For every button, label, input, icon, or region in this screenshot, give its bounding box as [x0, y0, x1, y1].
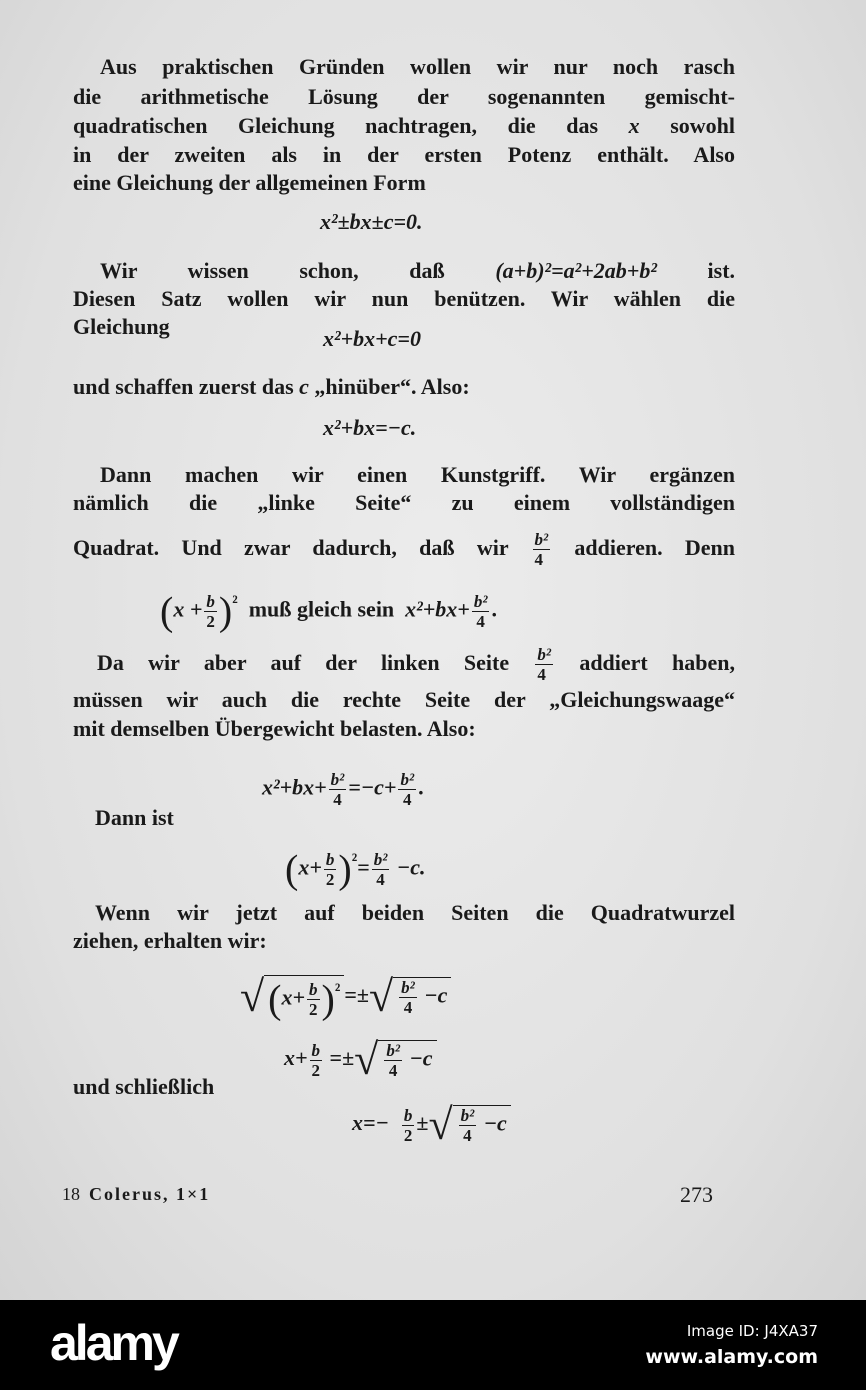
numerator: b² [373, 849, 388, 869]
printer-signature [62, 1184, 210, 1205]
denominator: 4 [333, 790, 342, 809]
paren: ) [218, 588, 233, 634]
fraction: $\frac{b}{2}$ [403, 1105, 413, 1145]
equation [240, 971, 451, 1022]
equation: x²±bx±c=0. [320, 209, 423, 234]
text: addieren. Denn [574, 535, 736, 560]
text-line: mit demselben Übergewicht belasten. Also: [73, 716, 476, 741]
paren: ) [338, 846, 352, 892]
expr: =−c+ [348, 774, 397, 800]
expr: x=− [352, 1110, 389, 1136]
numerator: b² [534, 530, 549, 550]
signature-number: 18 [62, 1184, 80, 1204]
radical-icon: √ [368, 971, 394, 1021]
exponent: ² [232, 592, 238, 612]
expr: x²+bx+ [405, 596, 470, 622]
alamy-logo: alamy [50, 1315, 177, 1371]
watermark-band [0, 1300, 866, 1390]
text-line: Dann machen wir einen Kunstgriff. Wir ergänzen [100, 462, 735, 487]
radical-icon: √ [428, 1100, 453, 1149]
text-line: eine Gleichung der allgemeinen Form [73, 170, 426, 195]
text-line: ziehen, erhalten wir: [73, 928, 267, 953]
equation-inline: (a+b)²=a²+2ab+b² [495, 258, 657, 283]
text: „hinüber“. Also: [314, 374, 470, 399]
text: addiert haben, [579, 650, 736, 675]
text-line: Aus praktischen Gründen wollen wir nur noch rasch [100, 54, 735, 79]
numerator: b [206, 591, 215, 611]
denominator: 4 [376, 869, 385, 889]
equation [285, 846, 426, 892]
expr: x + [173, 596, 203, 622]
fraction: $\frac{b}{2}$ [311, 1040, 321, 1080]
numerator: b² [400, 770, 415, 789]
radicand: (x+ $\frac{b}{2}$ )$^{^2}$ [264, 975, 344, 1019]
text-line: müssen wir auch die rechte Seite der „Gleichungswaage“ [73, 687, 735, 712]
math-var: x [628, 113, 640, 138]
text: und schaffen zuerst das [73, 374, 294, 399]
equation [352, 1100, 511, 1149]
radicand: $\frac{\text{b²}}{4}$ −c [453, 1105, 511, 1145]
text-line: nämlich die „linke Seite“ zu einem vollständigen [73, 490, 735, 515]
denominator: 4 [537, 665, 546, 685]
text-line: Wenn wir jetzt auf beiden Seiten die Quadratwurzel [95, 900, 735, 925]
fraction [535, 645, 553, 684]
text-line: in der zweiten als in der ersten Potenz enthält. Also [73, 142, 735, 167]
expr: x²+bx+ [262, 774, 327, 800]
text: muß gleich sein [248, 596, 395, 622]
expr: =± [344, 981, 369, 1007]
denominator: 2 [325, 869, 335, 889]
text-line [73, 530, 735, 569]
equation: x²+bx=−c. [323, 415, 417, 440]
fraction [533, 530, 551, 569]
page-number: 273 [680, 1182, 713, 1207]
expr: = [357, 854, 370, 880]
text-line: Dann ist [95, 805, 174, 830]
expr: =± [329, 1045, 355, 1071]
numerator: b [325, 849, 335, 869]
period: . [418, 774, 424, 800]
math-var: c [299, 374, 309, 399]
expr: x+ [298, 854, 322, 880]
equation [160, 588, 497, 634]
text-line: die arithmetische Lösung der sogenannten gemischt- [73, 84, 735, 109]
paren: ( [160, 588, 174, 634]
expr: ± [416, 1110, 429, 1136]
paren: ( [285, 846, 299, 892]
fraction [372, 850, 390, 889]
exponent: ² [351, 850, 358, 870]
fraction [472, 592, 490, 631]
text-line [73, 373, 735, 401]
image-id: Image ID: J4XA37 [686, 1322, 818, 1340]
denominator: 4 [534, 550, 544, 570]
text: Quadrat. Und zwar dadurch, daß wir [73, 535, 509, 560]
numerator: b² [537, 645, 552, 665]
expr: −c. [396, 854, 426, 880]
signature-text: Colerus, 1×1 [89, 1184, 211, 1204]
denominator: 4 [403, 790, 412, 809]
radicand: $\frac{\text{b²}}{4}$ −c [393, 977, 451, 1017]
watermark-url: www.alamy.com [645, 1346, 818, 1368]
text: sowohl [670, 113, 736, 138]
text: Da wir aber auf der linken Seite [97, 650, 510, 675]
denominator: 4 [476, 611, 485, 631]
text-line [73, 112, 735, 140]
fraction [204, 592, 217, 631]
period: . [491, 596, 497, 622]
fraction [324, 850, 337, 889]
text-line [97, 645, 735, 684]
text-line: Diesen Satz wollen wir nun benützen. Wir wählen die [73, 286, 735, 311]
numerator: b² [330, 770, 345, 789]
denominator: 2 [206, 611, 215, 631]
radicand: $\frac{\text{b²}}{4}$ −c [378, 1040, 436, 1080]
text-line: Gleichung [73, 314, 170, 339]
text: ist. [707, 258, 736, 283]
radical-icon: √ [354, 1035, 379, 1084]
radical-icon: √ [240, 971, 265, 1021]
equation: x²+bx+c=0 [323, 326, 421, 351]
text-line: und schließlich [73, 1074, 215, 1099]
numerator: b² [473, 591, 488, 611]
text-line [100, 257, 735, 285]
text: quadratischen Gleichung nachtragen, die das [73, 113, 599, 138]
text: Wir wissen schon, daß [100, 258, 445, 283]
expr: x+ [284, 1045, 308, 1071]
